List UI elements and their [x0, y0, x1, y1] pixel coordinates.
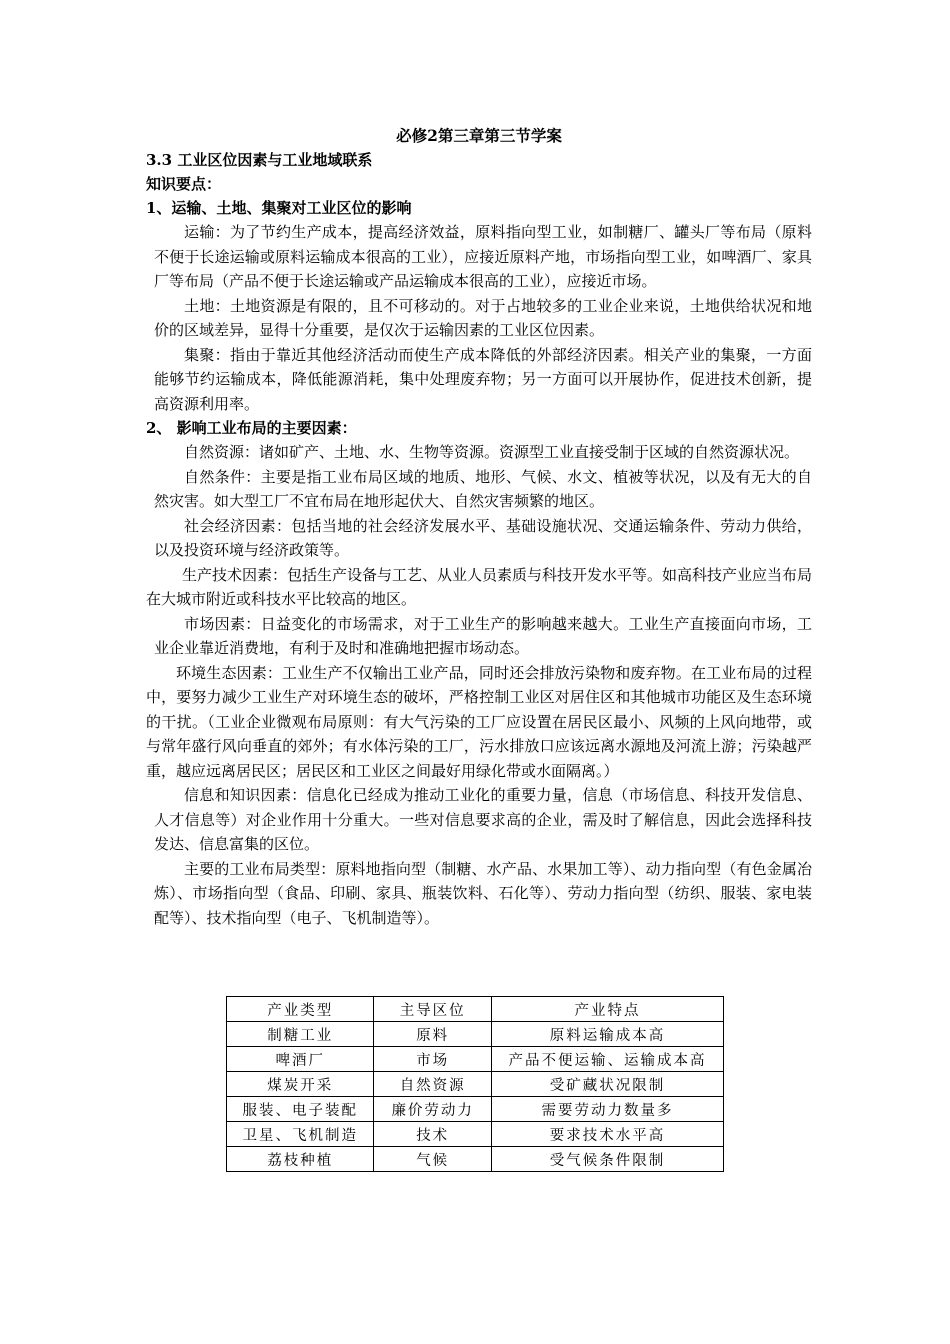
heading-main-factors: 2、 影响工业布局的主要因素： [146, 419, 357, 437]
heading-transport-land-agglomeration: 1、运输、土地、集聚对工业区位的影响 [146, 199, 412, 217]
table-row [227, 1122, 724, 1147]
table-cell: 啤酒厂 [227, 1047, 374, 1072]
paragraph-transport: 运输：为了节约生产成本，提高经济效益，原料指向型工业，如制糖厂、罐头厂等布局（原料不便于长途运输或原料运输成本很高的工业），应接近原料产地，市场指向型工业，如啤酒厂、家具厂等布局（产品不便于长途运输或产品运输成本很高的工业），应接近市场。 [154, 223, 812, 290]
table-cell: 原料运输成本高 [491, 1022, 723, 1047]
table-row [227, 1047, 724, 1072]
table-row [227, 1072, 724, 1097]
paragraph-natural-resources: 自然资源：诸如矿产、土地、水、生物等资源。资源型工业直接受制于区域的自然资源状况。 [184, 443, 800, 461]
table-cell: 荔枝种植 [227, 1147, 374, 1172]
key-points-label: 知识要点： [146, 175, 222, 193]
document-page [146, 124, 812, 930]
table-cell: 需要劳动力数量多 [491, 1097, 723, 1122]
table-cell: 服装、电子装配 [227, 1097, 374, 1122]
table-cell: 受气候条件限制 [491, 1147, 723, 1172]
paragraph-information: 信息和知识因素：信息化已经成为推动工业化的重要力量，信息（市场信息、科技开发信息、人才信息等）对企业作用十分重大。一些对信息要求高的企业，需及时了解信息，因此会选择科技发达、信息富集的区位。 [154, 786, 812, 853]
table-cell: 产品不便运输、运输成本高 [491, 1047, 723, 1072]
table-cell: 气候 [374, 1147, 492, 1172]
page-title: 必修2第三章第三节学案 [396, 126, 562, 145]
table-cell: 自然资源 [374, 1072, 492, 1097]
table-header-cell: 产业类型 [227, 997, 374, 1022]
table-cell: 市场 [374, 1047, 492, 1072]
table-cell: 廉价劳动力 [374, 1097, 492, 1122]
table-cell: 煤炭开采 [227, 1072, 374, 1097]
table-row [227, 1022, 724, 1047]
table-cell: 受矿藏状况限制 [491, 1072, 723, 1097]
table-cell: 卫星、飞机制造 [227, 1122, 374, 1147]
table-cell: 要求技术水平高 [491, 1122, 723, 1147]
table-row [227, 1147, 724, 1172]
table-header-row [227, 997, 724, 1022]
table-row [227, 1097, 724, 1122]
paragraph-market: 市场因素：日益变化的市场需求，对于工业生产的影响越来越大。工业生产直接面向市场，工业企业靠近消费地，有利于及时和准确地把握市场动态。 [154, 614, 812, 657]
paragraph-agglomeration: 集聚：指由于靠近其他经济活动而使生产成本降低的外部经济因素。相关产业的集聚，一方面能够节约运输成本，降低能源消耗，集中处理废弃物；另一方面可以开展协作，促进技术创新，提高资源利用率。 [154, 345, 812, 413]
paragraph-technology: 生产技术因素：包括生产设备与工艺、从业人员素质与科技开发水平等。如高科技产业应当布局在大城市附近或科技水平比较高的地区。 [146, 565, 813, 608]
table-header-cell: 产业特点 [491, 997, 723, 1022]
paragraph-layout-types: 主要的工业布局类型：原料地指向型（制糖、水产品、水果加工等）、动力指向型（有色金属冶炼）、市场指向型（食品、印刷、家具、瓶装饮料、石化等）、劳动力指向型（纺织、服装、家电装配等）、技术指向型（电子、飞机制造等）。 [154, 859, 812, 927]
paragraph-natural-conditions: 自然条件：主要是指工业布局区域的地质、地形、气候、水文、植被等状况，以及有无大的自然灾害。如大型工厂不宜布局在地形起伏大、自然灾害频繁的地区。 [154, 467, 812, 510]
table-cell: 制糖工业 [227, 1022, 374, 1047]
paragraph-environment: 环境生态因素：工业生产不仅输出工业产品，同时还会排放污染物和废弃物。在工业布局的过程中，要努力减少工业生产对环境生态的破坏，严格控制工业区对居住区和其他城市功能区及生态环境的干扰。（工业企业微观布局原则：有大气污染的工厂应设置在居民区最小、风频的上风向地带，或与常年盛行风向垂直的郊外；有水体污染的工厂，污水排放口应该远离水源地及河流上游；污染越严重，越应远离居民区；居民区和工业区之间最好用绿化带或水面隔离。） [146, 663, 812, 780]
table-header-cell: 主导区位 [374, 997, 492, 1022]
table-cell: 原料 [374, 1022, 492, 1047]
paragraph-land: 土地：土地资源是有限的，且不可移动的。对于占地较多的工业企业来说，土地供给状况和地价的区域差异，显得十分重要，是仅次于运输因素的工业区位因素。 [154, 296, 812, 339]
table-cell: 技术 [374, 1122, 492, 1147]
paragraph-socioeconomic: 社会经济因素：包括当地的社会经济发展水平、基础设施状况、交通运输条件、劳动力供给，以及投资环境与经济政策等。 [154, 516, 812, 559]
industry-location-table [226, 996, 724, 1172]
section-heading: 3.3 工业区位因素与工业地域联系 [146, 151, 373, 169]
